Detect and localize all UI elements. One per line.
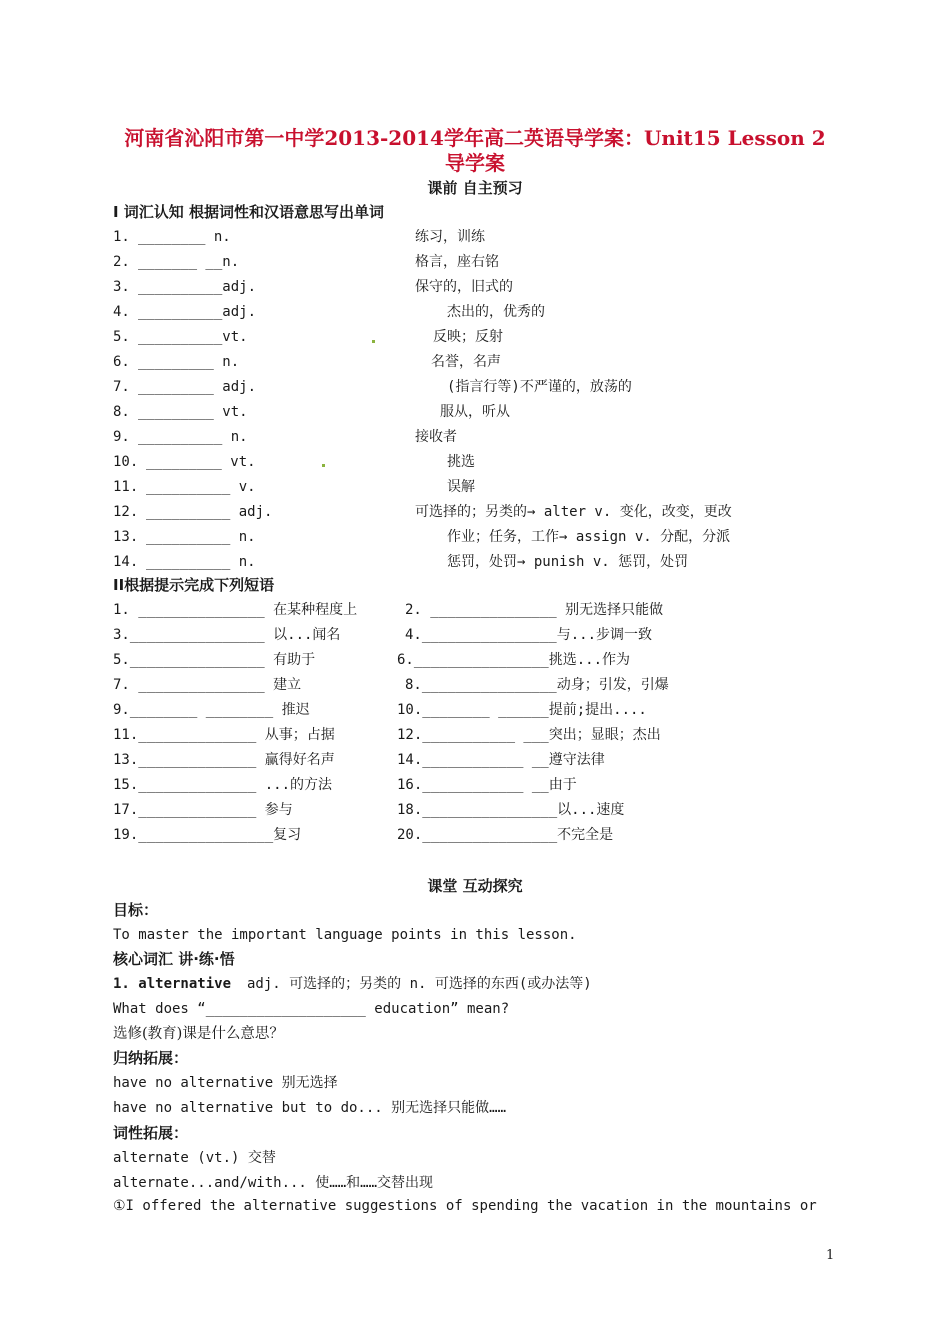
vocab-number: 1.: [113, 229, 130, 245]
vocab-blank[interactable]: _________ n.: [138, 354, 240, 370]
pos-line-2: alternate...and/with... 使……和……交替出现: [113, 1175, 434, 1191]
vocab-meaning: 作业；任务，工作→ assign v. 分配，分派: [447, 529, 731, 545]
phrase-item-right[interactable]: 2. _______________ 别无选择只能做: [405, 602, 664, 618]
question-translation: 选修(教育)课是什么意思？: [113, 1026, 284, 1042]
vocab-number: 5.: [113, 329, 130, 345]
vocab-number: 9.: [113, 429, 130, 445]
entry-word: 1. alternative: [113, 976, 232, 992]
summary-line-2: have no alternative but to do... 别无选择只能做……: [113, 1100, 507, 1116]
phrase-item-right[interactable]: 14.____________ __遵守法律: [397, 752, 605, 768]
phrase-item-right[interactable]: 18.________________以...速度: [397, 802, 625, 818]
goal-text: To master the important language points in this lesson.: [113, 927, 577, 943]
vocab-blank[interactable]: _______ __n.: [138, 254, 240, 270]
entry-definition: adj. 可选择的；另类的 n. 可选择的东西(或办法等): [247, 976, 592, 992]
page-number: 1: [826, 1248, 835, 1263]
vocab-number: 3.: [113, 279, 130, 295]
goal-label: 目标：: [113, 901, 159, 919]
vocab-blank[interactable]: __________ adj.: [146, 504, 273, 520]
vocab-blank[interactable]: __________ n.: [146, 554, 256, 570]
vocab-blank[interactable]: __________adj.: [138, 304, 257, 320]
document-title-continued: 导学案: [445, 151, 505, 175]
phrase-item-right[interactable]: 12.___________ ___突出；显眼；杰出: [397, 727, 661, 743]
phrase-item-right[interactable]: 10.________ ______提前;提出....: [397, 702, 647, 718]
phrase-item-left[interactable]: 7. _______________ 建立: [113, 677, 302, 693]
vocab-meaning: 误解: [447, 479, 475, 495]
vocab-meaning: 练习，训练: [415, 229, 485, 245]
vocab-meaning: 反映；反射: [433, 329, 503, 345]
vocab-number: 12.: [113, 504, 139, 520]
vocab-number: 13.: [113, 529, 139, 545]
vocab-number: 6.: [113, 354, 130, 370]
vocab-blank[interactable]: ________ n.: [138, 229, 231, 245]
vocab-meaning: 名誉，名声: [431, 354, 501, 370]
vocab-meaning: (指言行等)不严谨的，放荡的: [447, 379, 632, 395]
vocab-meaning: 惩罚，处罚→ punish v. 惩罚，处罚: [447, 554, 689, 570]
vocab-meaning: 挑选: [447, 454, 475, 470]
vocab-number: 14.: [113, 554, 139, 570]
phrase-item-left[interactable]: 5.________________ 有助于: [113, 652, 316, 668]
decorative-dot: [372, 340, 375, 343]
question-line: What does “___________________ education” mean?: [113, 1001, 510, 1017]
vocab-blank[interactable]: __________ n.: [138, 429, 248, 445]
phrase-item-right[interactable]: 16.____________ __由于: [397, 777, 577, 793]
phrase-item-left[interactable]: 11.______________ 从事；占据: [113, 727, 335, 743]
core-vocab-heading: 核心词汇 讲·练·悟: [113, 950, 235, 968]
vocab-number: 11.: [113, 479, 139, 495]
phrase-item-right[interactable]: 4.________________与...步调一致: [405, 627, 653, 643]
section-class-heading: 课堂 互动探究: [427, 877, 523, 895]
phrase-item-left[interactable]: 1. _______________ 在某种程度上: [113, 602, 358, 618]
vocab-blank[interactable]: _________ vt.: [138, 404, 248, 420]
vocab-blank[interactable]: _________ vt.: [146, 454, 256, 470]
vocab-number: 7.: [113, 379, 130, 395]
vocab-number: 10.: [113, 454, 139, 470]
summary-line-1: have no alternative 别无选择: [113, 1075, 338, 1091]
vocab-blank[interactable]: _________ adj.: [138, 379, 257, 395]
phrase-item-left[interactable]: 3.________________ 以...闻名: [113, 627, 341, 643]
phrase-item-left[interactable]: 13.______________ 赢得好名声: [113, 752, 335, 768]
vocab-meaning: 可选择的；另类的→ alter v. 变化，改变，更改: [415, 504, 732, 520]
document-title: 河南省沁阳市第一中学2013-2014学年高二英语导学案：Unit15 Lesson 2: [124, 126, 826, 150]
section-preview-heading: 课前 自主预习: [427, 179, 523, 197]
vocab-meaning: 服从，听从: [440, 404, 510, 420]
vocab-meaning: 接收者: [415, 429, 457, 445]
example-sentence-1: ①I offered the alternative suggestions of spending the vacation in the mountains or: [113, 1198, 817, 1214]
vocab-number: 2.: [113, 254, 130, 270]
summary-label: 归纳拓展：: [113, 1049, 189, 1067]
vocab-blank[interactable]: __________ n.: [146, 529, 256, 545]
vocab-blank[interactable]: __________adj.: [138, 279, 257, 295]
part1-heading: I 词汇认知 根据词性和汉语意思写出单词: [113, 203, 385, 221]
phrase-item-left[interactable]: 19.________________复习: [113, 827, 302, 843]
phrase-item-left[interactable]: 17.______________ 参与: [113, 802, 293, 818]
vocab-number: 8.: [113, 404, 130, 420]
vocab-blank[interactable]: __________vt.: [138, 329, 248, 345]
part2-heading: II根据提示完成下列短语: [113, 576, 275, 594]
vocab-meaning: 杰出的，优秀的: [447, 304, 545, 320]
vocab-meaning: 格言，座右铭: [415, 254, 499, 270]
vocab-blank[interactable]: __________ v.: [146, 479, 256, 495]
vocab-number: 4.: [113, 304, 130, 320]
vocab-meaning: 保守的，旧式的: [415, 279, 513, 295]
phrase-item-left[interactable]: 15.______________ ...的方法: [113, 777, 333, 793]
phrase-item-right[interactable]: 8.________________动身；引发，引爆: [405, 677, 669, 693]
pos-line-1: alternate (vt.) 交替: [113, 1150, 276, 1166]
pos-label: 词性拓展：: [113, 1124, 189, 1142]
decorative-dot: [322, 464, 325, 467]
phrase-item-left[interactable]: 9.________ ________ 推迟: [113, 702, 310, 718]
phrase-item-right[interactable]: 6.________________挑选...作为: [397, 652, 631, 668]
phrase-item-right[interactable]: 20.________________不完全是: [397, 827, 614, 843]
